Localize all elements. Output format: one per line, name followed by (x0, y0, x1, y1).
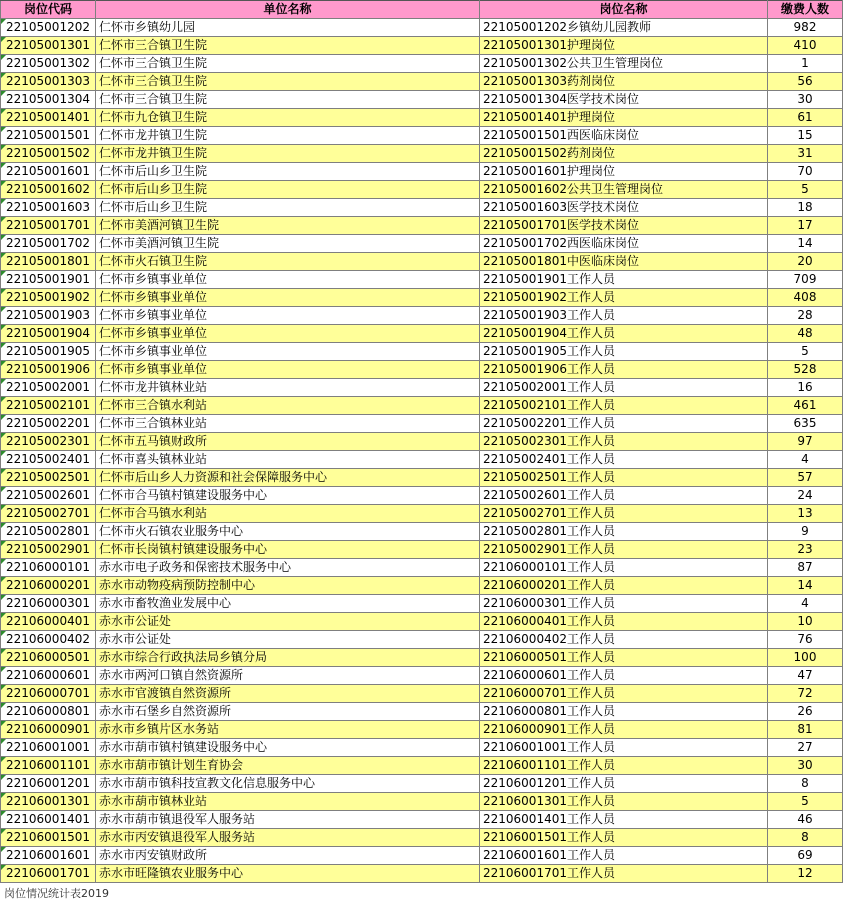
cell-unit-name[interactable]: 仁怀市乡镇事业单位 (96, 325, 480, 343)
table-row (1, 613, 843, 631)
cell-position-name[interactable]: 22105001906工作人员 (480, 361, 768, 379)
cell-position-code[interactable]: 22105002201 (1, 415, 96, 433)
cell-position-name[interactable]: 22106001001工作人员 (480, 739, 768, 757)
table-row (1, 487, 843, 505)
cell-payer-count[interactable]: 47 (768, 667, 843, 685)
cell-position-name[interactable]: 22105001601护理岗位 (480, 163, 768, 181)
cell-payer-count[interactable]: 97 (768, 433, 843, 451)
cell-payer-count[interactable]: 709 (768, 271, 843, 289)
cell-unit-name[interactable]: 仁怀市三合镇水利站 (96, 397, 480, 415)
table-row (1, 577, 843, 595)
cell-position-name[interactable]: 22106000402工作人员 (480, 631, 768, 649)
cell-payer-count[interactable]: 15 (768, 127, 843, 145)
cell-unit-name[interactable]: 仁怀市乡镇事业单位 (96, 361, 480, 379)
cell-position-code[interactable]: 22105001903 (1, 307, 96, 325)
cell-unit-name[interactable]: 仁怀市龙井镇卫生院 (96, 145, 480, 163)
cell-unit-name[interactable]: 仁怀市后山乡卫生院 (96, 199, 480, 217)
cell-unit-name[interactable]: 赤水市旺隆镇农业服务中心 (96, 865, 480, 883)
sheet-footnote: 岗位情况统计表2019 (4, 887, 109, 900)
cell-payer-count[interactable]: 4 (768, 595, 843, 613)
cell-unit-name[interactable]: 赤水市官渡镇自然资源所 (96, 685, 480, 703)
cell-unit-name[interactable]: 仁怀市后山乡人力资源和社会保障服务中心 (96, 469, 480, 487)
cell-unit-name[interactable]: 仁怀市三合镇卫生院 (96, 73, 480, 91)
cell-position-name[interactable]: 22105001501西医临床岗位 (480, 127, 768, 145)
cell-position-name[interactable]: 22105001905工作人员 (480, 343, 768, 361)
table-row (1, 649, 843, 667)
table-row (1, 505, 843, 523)
cell-position-name[interactable]: 22106001501工作人员 (480, 829, 768, 847)
cell-payer-count[interactable]: 1 (768, 55, 843, 73)
cell-position-name[interactable]: 22105001903工作人员 (480, 307, 768, 325)
cell-unit-name[interactable]: 仁怀市九仓镇卫生院 (96, 109, 480, 127)
cell-payer-count[interactable]: 982 (768, 19, 843, 37)
cell-unit-name[interactable]: 仁怀市龙井镇卫生院 (96, 127, 480, 145)
cell-position-code[interactable]: 22106001101 (1, 757, 96, 775)
table-row (1, 343, 843, 361)
cell-position-code[interactable]: 22105002501 (1, 469, 96, 487)
cell-position-name[interactable]: 22106000101工作人员 (480, 559, 768, 577)
cell-position-name[interactable]: 22106001601工作人员 (480, 847, 768, 865)
cell-position-code[interactable]: 22105002901 (1, 541, 96, 559)
cell-position-name[interactable]: 22105001701医学技术岗位 (480, 217, 768, 235)
cell-position-name[interactable]: 22105001202乡镇幼儿园教师 (480, 19, 768, 37)
cell-unit-name[interactable]: 仁怀市后山乡卫生院 (96, 181, 480, 199)
cell-unit-name[interactable]: 仁怀市火石镇卫生院 (96, 253, 480, 271)
cell-position-name[interactable]: 22106001401工作人员 (480, 811, 768, 829)
cell-position-code[interactable]: 22106000101 (1, 559, 96, 577)
table-row (1, 739, 843, 757)
table-row (1, 109, 843, 127)
table-row (1, 775, 843, 793)
cell-position-name[interactable]: 22106001701工作人员 (480, 865, 768, 883)
cell-payer-count[interactable]: 70 (768, 163, 843, 181)
cell-payer-count[interactable]: 24 (768, 487, 843, 505)
table-row (1, 307, 843, 325)
cell-payer-count[interactable]: 13 (768, 505, 843, 523)
cell-payer-count[interactable]: 46 (768, 811, 843, 829)
cell-payer-count[interactable]: 8 (768, 829, 843, 847)
cell-payer-count[interactable]: 100 (768, 649, 843, 667)
table-row (1, 793, 843, 811)
cell-unit-name[interactable]: 赤水市公证处 (96, 631, 480, 649)
table-row (1, 703, 843, 721)
cell-position-name[interactable]: 22106001101工作人员 (480, 757, 768, 775)
cell-unit-name[interactable]: 赤水市葫市镇林业站 (96, 793, 480, 811)
table-row (1, 145, 843, 163)
table-row (1, 235, 843, 253)
cell-unit-name[interactable]: 赤水市两河口镇自然资源所 (96, 667, 480, 685)
cell-position-code[interactable]: 22105002001 (1, 379, 96, 397)
cell-position-code[interactable]: 22105001501 (1, 127, 96, 145)
table-row (1, 541, 843, 559)
cell-position-name[interactable]: 22105002701工作人员 (480, 505, 768, 523)
header-row (1, 1, 843, 19)
cell-unit-name[interactable]: 仁怀市三合镇卫生院 (96, 91, 480, 109)
table-row (1, 469, 843, 487)
table-row (1, 631, 843, 649)
cell-position-code[interactable]: 22106001601 (1, 847, 96, 865)
cell-unit-name[interactable]: 仁怀市三合镇林业站 (96, 415, 480, 433)
table-row (1, 361, 843, 379)
table-row (1, 325, 843, 343)
cell-position-name[interactable]: 22105002201工作人员 (480, 415, 768, 433)
cell-unit-name[interactable]: 赤水市葫市镇村镇建设服务中心 (96, 739, 480, 757)
header-payer-count[interactable]: 缴费人数 (768, 1, 843, 19)
cell-position-name[interactable]: 22106000901工作人员 (480, 721, 768, 739)
table-row (1, 433, 843, 451)
cell-payer-count[interactable]: 461 (768, 397, 843, 415)
cell-unit-name[interactable]: 仁怀市美酒河镇卫生院 (96, 235, 480, 253)
cell-position-code[interactable]: 22105002101 (1, 397, 96, 415)
cell-unit-name[interactable]: 赤水市综合行政执法局乡镇分局 (96, 649, 480, 667)
header-position-name[interactable]: 岗位名称 (480, 1, 768, 19)
cell-payer-count[interactable]: 28 (768, 307, 843, 325)
cell-position-name[interactable]: 22106001301工作人员 (480, 793, 768, 811)
cell-payer-count[interactable]: 4 (768, 451, 843, 469)
cell-payer-count[interactable]: 27 (768, 739, 843, 757)
table-row (1, 91, 843, 109)
cell-position-name[interactable]: 22106000401工作人员 (480, 613, 768, 631)
cell-position-name[interactable]: 22105001302公共卫生管理岗位 (480, 55, 768, 73)
cell-position-code[interactable]: 22105001601 (1, 163, 96, 181)
cell-position-code[interactable]: 22106001201 (1, 775, 96, 793)
cell-unit-name[interactable]: 赤水市公证处 (96, 613, 480, 631)
table-row (1, 523, 843, 541)
cell-position-name[interactable]: 22106001201工作人员 (480, 775, 768, 793)
cell-position-code[interactable]: 22105001303 (1, 73, 96, 91)
cell-position-name[interactable]: 22105002401工作人员 (480, 451, 768, 469)
cell-position-name[interactable]: 22105001901工作人员 (480, 271, 768, 289)
cell-unit-name[interactable]: 赤水市动物疫病预防控制中心 (96, 577, 480, 595)
cell-position-code[interactable]: 22106001501 (1, 829, 96, 847)
cell-payer-count[interactable]: 14 (768, 235, 843, 253)
cell-payer-count[interactable]: 61 (768, 109, 843, 127)
cell-position-name[interactable]: 22106000601工作人员 (480, 667, 768, 685)
cell-payer-count[interactable]: 20 (768, 253, 843, 271)
cell-payer-count[interactable]: 410 (768, 37, 843, 55)
cell-payer-count[interactable]: 9 (768, 523, 843, 541)
table-row (1, 559, 843, 577)
cell-position-name[interactable]: 22105001902工作人员 (480, 289, 768, 307)
table-row (1, 847, 843, 865)
cell-unit-name[interactable]: 赤水市畜牧渔业发展中心 (96, 595, 480, 613)
cell-unit-name[interactable]: 赤水市葫市镇计划生育协会 (96, 757, 480, 775)
cell-position-code[interactable]: 22106000402 (1, 631, 96, 649)
cell-position-code[interactable]: 22106001001 (1, 739, 96, 757)
cell-position-code[interactable]: 22105002801 (1, 523, 96, 541)
table-row (1, 685, 843, 703)
cell-position-code[interactable]: 22105001906 (1, 361, 96, 379)
cell-payer-count[interactable]: 76 (768, 631, 843, 649)
cell-position-code[interactable]: 22106000301 (1, 595, 96, 613)
table-row (1, 271, 843, 289)
table-row (1, 181, 843, 199)
cell-unit-name[interactable]: 仁怀市乡镇事业单位 (96, 289, 480, 307)
cell-position-code[interactable]: 22105001902 (1, 289, 96, 307)
cell-position-code[interactable]: 22105001901 (1, 271, 96, 289)
cell-payer-count[interactable]: 48 (768, 325, 843, 343)
table-row (1, 19, 843, 37)
cell-position-code[interactable]: 22106001701 (1, 865, 96, 883)
header-unit-name[interactable]: 单位名称 (96, 1, 480, 19)
cell-payer-count[interactable]: 57 (768, 469, 843, 487)
cell-position-code[interactable]: 22106000201 (1, 577, 96, 595)
cell-position-name[interactable]: 22106000801工作人员 (480, 703, 768, 721)
cell-unit-name[interactable]: 赤水市石堡乡自然资源所 (96, 703, 480, 721)
cell-position-code[interactable]: 22106000901 (1, 721, 96, 739)
cell-position-name[interactable]: 22106000201工作人员 (480, 577, 768, 595)
cell-position-code[interactable]: 22106000601 (1, 667, 96, 685)
table-row (1, 199, 843, 217)
cell-payer-count[interactable]: 17 (768, 217, 843, 235)
cell-position-name[interactable]: 22105002601工作人员 (480, 487, 768, 505)
table-row (1, 721, 843, 739)
cell-payer-count[interactable]: 81 (768, 721, 843, 739)
cell-payer-count[interactable]: 5 (768, 343, 843, 361)
cell-unit-name[interactable]: 赤水市乡镇片区水务站 (96, 721, 480, 739)
cell-position-code[interactable]: 22105001202 (1, 19, 96, 37)
table-row (1, 865, 843, 883)
cell-unit-name[interactable]: 仁怀市乡镇事业单位 (96, 271, 480, 289)
table-row (1, 127, 843, 145)
cell-payer-count[interactable]: 30 (768, 757, 843, 775)
cell-payer-count[interactable]: 18 (768, 199, 843, 217)
cell-position-code[interactable]: 22105001302 (1, 55, 96, 73)
cell-payer-count[interactable]: 408 (768, 289, 843, 307)
cell-unit-name[interactable]: 仁怀市乡镇事业单位 (96, 307, 480, 325)
cell-unit-name[interactable]: 赤水市电子政务和保密技术服务中心 (96, 559, 480, 577)
cell-position-code[interactable]: 22106000501 (1, 649, 96, 667)
table-row (1, 253, 843, 271)
cell-unit-name[interactable]: 仁怀市合马镇水利站 (96, 505, 480, 523)
cell-position-code[interactable]: 22105001502 (1, 145, 96, 163)
table-row (1, 667, 843, 685)
cell-position-name[interactable]: 22105002801工作人员 (480, 523, 768, 541)
cell-unit-name[interactable]: 赤水市丙安镇财政所 (96, 847, 480, 865)
cell-position-code[interactable]: 22105001603 (1, 199, 96, 217)
cell-payer-count[interactable]: 56 (768, 73, 843, 91)
cell-position-name[interactable]: 22105001303药剂岗位 (480, 73, 768, 91)
table-row (1, 55, 843, 73)
cell-position-code[interactable]: 22105002401 (1, 451, 96, 469)
cell-position-code[interactable]: 22105002301 (1, 433, 96, 451)
cell-position-code[interactable]: 22105001401 (1, 109, 96, 127)
cell-position-name[interactable]: 22106000701工作人员 (480, 685, 768, 703)
header-position-code[interactable]: 岗位代码 (1, 1, 96, 19)
table-row (1, 757, 843, 775)
cell-payer-count[interactable]: 5 (768, 793, 843, 811)
cell-position-code[interactable]: 22106001301 (1, 793, 96, 811)
cell-payer-count[interactable]: 635 (768, 415, 843, 433)
cell-payer-count[interactable]: 16 (768, 379, 843, 397)
cell-position-code[interactable]: 22105002701 (1, 505, 96, 523)
cell-payer-count[interactable]: 5 (768, 181, 843, 199)
cell-position-name[interactable]: 22105001603医学技术岗位 (480, 199, 768, 217)
cell-position-name[interactable]: 22105002101工作人员 (480, 397, 768, 415)
cell-position-code[interactable]: 22105001801 (1, 253, 96, 271)
cell-payer-count[interactable]: 69 (768, 847, 843, 865)
cell-position-name[interactable]: 22105001602公共卫生管理岗位 (480, 181, 768, 199)
cell-payer-count[interactable]: 26 (768, 703, 843, 721)
cell-position-name[interactable]: 22105001304医学技术岗位 (480, 91, 768, 109)
cell-payer-count[interactable]: 72 (768, 685, 843, 703)
cell-position-name[interactable]: 22105001301护理岗位 (480, 37, 768, 55)
cell-position-name[interactable]: 22105001904工作人员 (480, 325, 768, 343)
cell-unit-name[interactable]: 赤水市丙安镇退役军人服务站 (96, 829, 480, 847)
cell-unit-name[interactable]: 仁怀市喜头镇林业站 (96, 451, 480, 469)
cell-payer-count[interactable]: 87 (768, 559, 843, 577)
cell-payer-count[interactable]: 528 (768, 361, 843, 379)
cell-position-code[interactable]: 22105001701 (1, 217, 96, 235)
cell-position-name[interactable]: 22105001801中医临床岗位 (480, 253, 768, 271)
cell-position-name[interactable]: 22106000501工作人员 (480, 649, 768, 667)
cell-position-code[interactable]: 22105001702 (1, 235, 96, 253)
table-row (1, 451, 843, 469)
table-row (1, 415, 843, 433)
cell-position-code[interactable]: 22106001401 (1, 811, 96, 829)
cell-position-code[interactable]: 22105001301 (1, 37, 96, 55)
cell-position-name[interactable]: 22105001702西医临床岗位 (480, 235, 768, 253)
cell-position-code[interactable]: 22106000701 (1, 685, 96, 703)
cell-unit-name[interactable]: 仁怀市火石镇农业服务中心 (96, 523, 480, 541)
table-row (1, 595, 843, 613)
cell-unit-name[interactable]: 仁怀市合马镇村镇建设服务中心 (96, 487, 480, 505)
cell-payer-count[interactable]: 14 (768, 577, 843, 595)
cell-unit-name[interactable]: 赤水市葫市镇科技宣教文化信息服务中心 (96, 775, 480, 793)
cell-position-code[interactable]: 22105001904 (1, 325, 96, 343)
cell-position-code[interactable]: 22105001304 (1, 91, 96, 109)
cell-position-name[interactable]: 22105001401护理岗位 (480, 109, 768, 127)
table-row (1, 37, 843, 55)
cell-unit-name[interactable]: 仁怀市三合镇卫生院 (96, 55, 480, 73)
table-row (1, 379, 843, 397)
cell-position-name[interactable]: 22105001502药剂岗位 (480, 145, 768, 163)
cell-payer-count[interactable]: 31 (768, 145, 843, 163)
cell-position-code[interactable]: 22106000801 (1, 703, 96, 721)
cell-unit-name[interactable]: 仁怀市美酒河镇卫生院 (96, 217, 480, 235)
cell-unit-name[interactable]: 仁怀市长岗镇村镇建设服务中心 (96, 541, 480, 559)
cell-unit-name[interactable]: 仁怀市三合镇卫生院 (96, 37, 480, 55)
cell-unit-name[interactable]: 仁怀市乡镇事业单位 (96, 343, 480, 361)
cell-position-code[interactable]: 22105001602 (1, 181, 96, 199)
cell-payer-count[interactable]: 12 (768, 865, 843, 883)
cell-position-code[interactable]: 22105002601 (1, 487, 96, 505)
cell-unit-name[interactable]: 仁怀市后山乡卫生院 (96, 163, 480, 181)
table-row (1, 217, 843, 235)
cell-payer-count[interactable]: 30 (768, 91, 843, 109)
cell-position-name[interactable]: 22106000301工作人员 (480, 595, 768, 613)
cell-payer-count[interactable]: 23 (768, 541, 843, 559)
cell-position-name[interactable]: 22105002901工作人员 (480, 541, 768, 559)
cell-payer-count[interactable]: 10 (768, 613, 843, 631)
cell-unit-name[interactable]: 仁怀市乡镇幼儿园 (96, 19, 480, 37)
cell-position-code[interactable]: 22105001905 (1, 343, 96, 361)
cell-payer-count[interactable]: 8 (768, 775, 843, 793)
table-row (1, 829, 843, 847)
cell-unit-name[interactable]: 仁怀市龙井镇林业站 (96, 379, 480, 397)
cell-position-name[interactable]: 22105002001工作人员 (480, 379, 768, 397)
table-row (1, 397, 843, 415)
table-row (1, 163, 843, 181)
cell-position-code[interactable]: 22106000401 (1, 613, 96, 631)
cell-unit-name[interactable]: 赤水市葫市镇退役军人服务站 (96, 811, 480, 829)
table-row (1, 811, 843, 829)
table-row (1, 73, 843, 91)
table-row (1, 289, 843, 307)
cell-unit-name[interactable]: 仁怀市五马镇财政所 (96, 433, 480, 451)
cell-position-name[interactable]: 22105002301工作人员 (480, 433, 768, 451)
cell-position-name[interactable]: 22105002501工作人员 (480, 469, 768, 487)
